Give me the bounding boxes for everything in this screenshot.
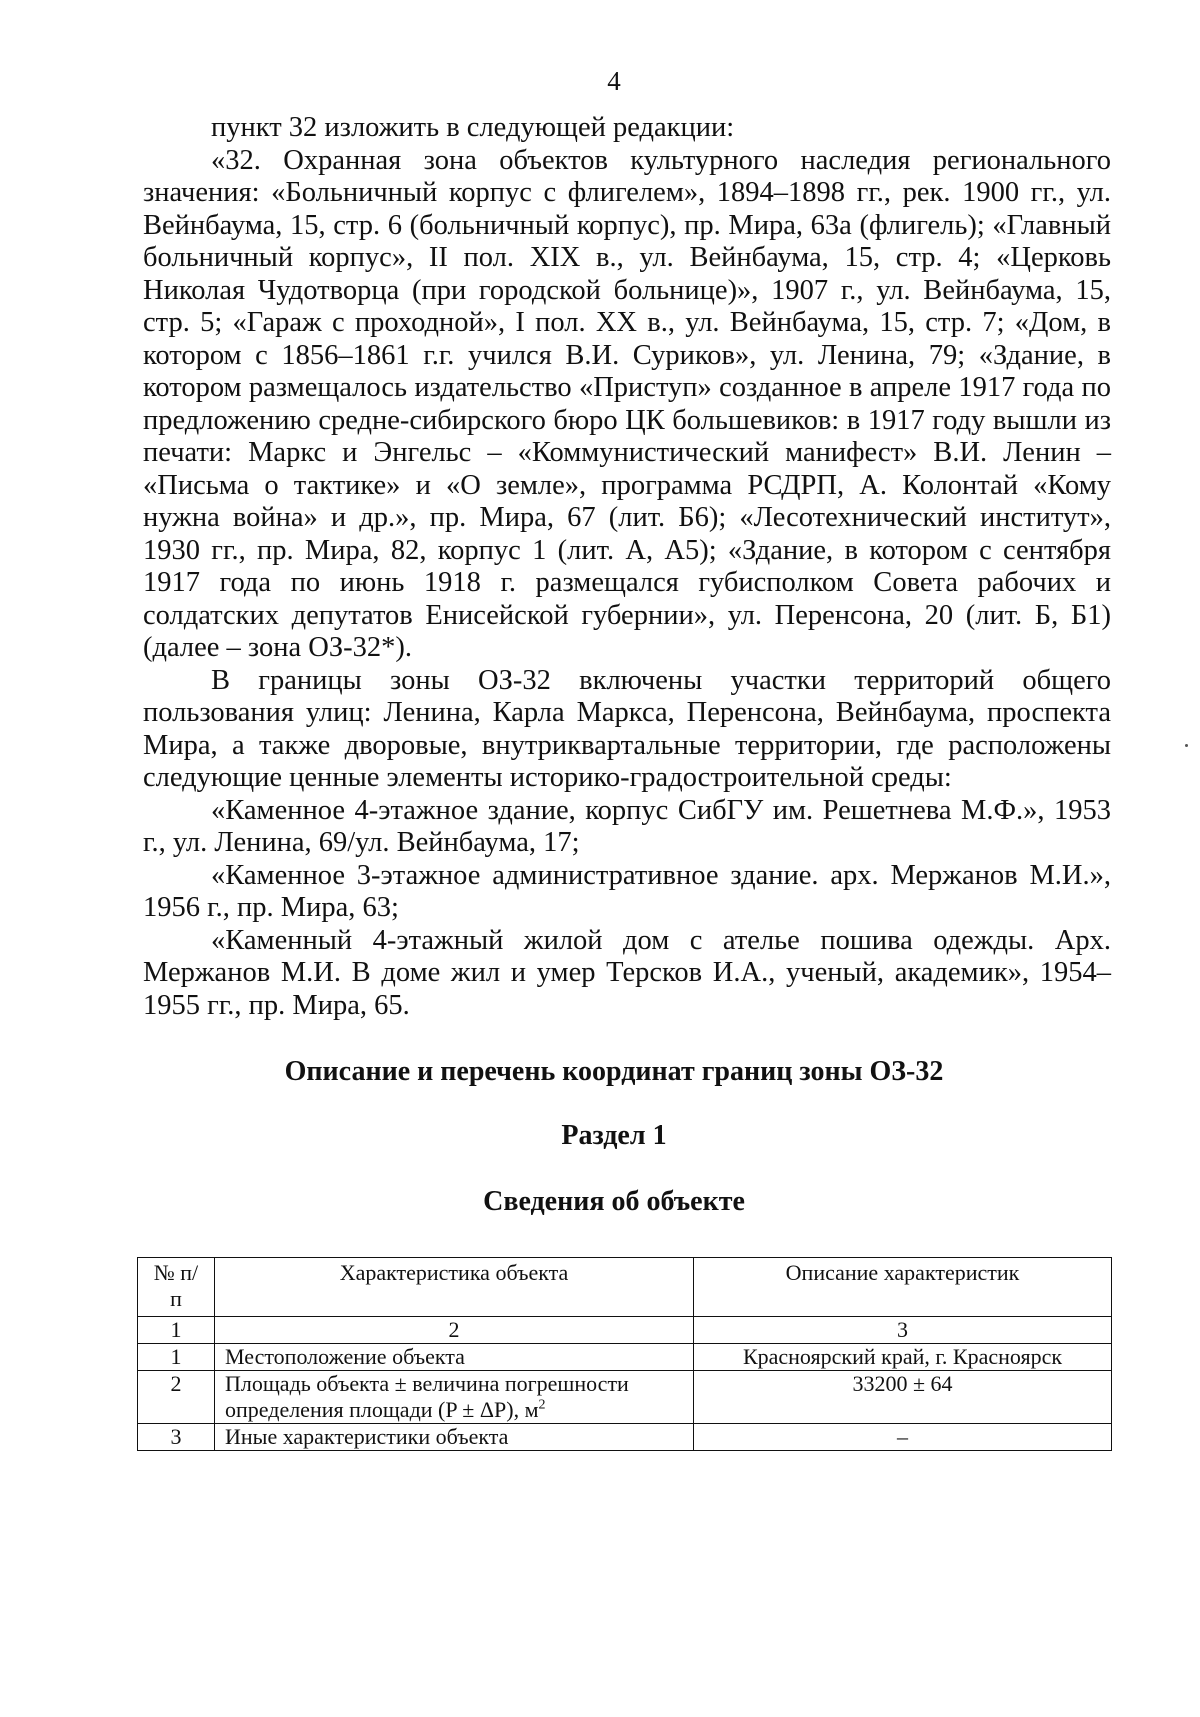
table-header-row bbox=[138, 1258, 1112, 1317]
header-characteristic: Характеристика объекта bbox=[215, 1258, 694, 1317]
column-index-row bbox=[138, 1317, 1112, 1344]
table-row bbox=[138, 1424, 1112, 1451]
row-characteristic-text: Площадь объекта ± величина погрешности определения площади (P ± ΔP), м bbox=[225, 1371, 629, 1422]
row-number: 1 bbox=[138, 1344, 215, 1371]
valuable-element-item: «Каменное 4-этажное здание, корпус СибГУ им. Решетнева М.Ф.», 1953 г., ул. Ленина, 69/ул. Вейнбаума, 17; bbox=[143, 794, 1111, 858]
unit-superscript: 2 bbox=[538, 1397, 546, 1413]
row-description: 33200 ± 64 bbox=[694, 1371, 1112, 1424]
intro-paragraph: пункт 32 изложить в следующей редакции: bbox=[211, 112, 735, 143]
header-description: Описание характеристик bbox=[694, 1258, 1112, 1317]
header-number: № п/п bbox=[138, 1258, 215, 1317]
row-characteristic bbox=[215, 1371, 694, 1424]
object-info-table bbox=[137, 1257, 1112, 1451]
table-row bbox=[138, 1344, 1112, 1371]
column-index: 2 bbox=[215, 1317, 694, 1344]
zone-boundaries-paragraph: В границы зоны ОЗ-32 включены участки территорий общего пользования улиц: Ленина, Карла Маркса, Перенсона, Вейнбаума, проспекта Мира, а также дворовые, внутриквартальные территории, где расположены следующие ценные элементы историко-градостроительной среды: bbox=[143, 664, 1111, 793]
zone-definition-paragraph: «32. Охранная зона объектов культурного наследия регионального значения: «Больничный корпус с флигелем», 1894–1898 гг., рек. 1900 гг., ул. Вейнбаума, 15, стр. 6 (больничный корпус), пр. Мира, 63а (флигель); «Главный больничный корпус», II пол. XIX в., ул. Вейнбаума, 15, стр. 4; «Церковь Николая Чудотворца (при городской больнице)», 1907 г., ул. Вейнбаума, 15, стр. 5; «Гараж с проходной», I пол. XX в., ул. Вейнбаума, 15, стр. 7; «Дом, в котором с 1856–1861 г.г. учился В.И. Суриков», ул. Ленина, 79; «Здание, в котором размещалось издательство «Приступ» созданное в апреле 1917 года по предложению средне-сибирского бюро ЦК большевиков: в 1917 году вышли из печати: Маркс и Энгельс – «Коммунистический манифест» В.И. Ленин – «Письма о тактике» и «О земле», программа РСДРП, А. Колонтай «Кому нужна война» и др.», пр. Мира, 67 (лит. Б6); «Лесотехнический институт», 1930 гг., пр. Мира, 82, корпус 1 (лит. А, А5); «Здание, в котором с сентября 1917 года по июнь 1918 г. размещался губисполком Совета рабочих и солдатских депутатов Енисейской губернии», ул. Перенсона, 20 (лит. Б, Б1) (далее – зона ОЗ-32*). bbox=[143, 144, 1111, 663]
row-characteristic: Местоположение объекта bbox=[215, 1344, 694, 1371]
row-description: Красноярский край, г. Красноярск bbox=[694, 1344, 1112, 1371]
valuable-element-item: «Каменный 4-этажный жилой дом с ателье пошива одежды. Арх. Мержанов М.И. В доме жил и умер Терсков И.А., ученый, академик», 1954–1955 гг., пр. Мира, 65. bbox=[143, 924, 1111, 1021]
column-index: 1 bbox=[138, 1317, 215, 1344]
page-number: 4 bbox=[607, 66, 621, 96]
valuable-element-item: «Каменное 3-этажное административное здание. арх. Мержанов М.И.», 1956 г., пр. Мира, 63; bbox=[143, 859, 1111, 923]
description-heading: Описание и перечень координат границ зоны ОЗ-32 bbox=[284, 1056, 944, 1087]
row-number: 3 bbox=[138, 1424, 215, 1451]
row-description: – bbox=[694, 1424, 1112, 1451]
scan-speck bbox=[1185, 744, 1188, 747]
section-heading: Раздел 1 bbox=[561, 1120, 667, 1151]
row-number: 2 bbox=[138, 1371, 215, 1424]
document-body bbox=[143, 112, 1111, 1022]
table-row bbox=[138, 1371, 1112, 1424]
object-info-heading: Сведения об объекте bbox=[483, 1186, 745, 1217]
column-index: 3 bbox=[694, 1317, 1112, 1344]
row-characteristic: Иные характеристики объекта bbox=[215, 1424, 694, 1451]
